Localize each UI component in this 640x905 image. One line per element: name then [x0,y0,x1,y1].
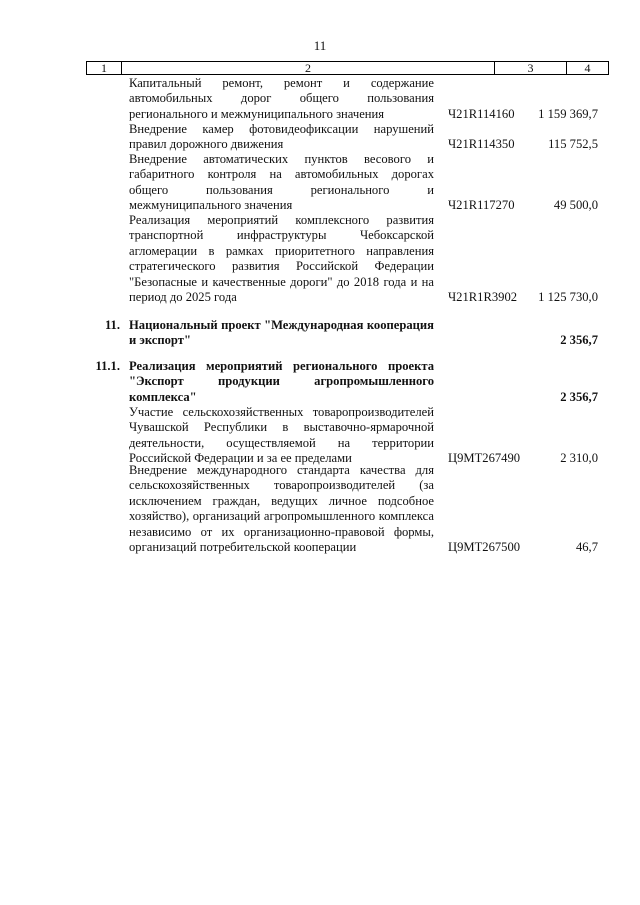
row-description: Внедрение международного стандарта качества для сельскохозяйственных товаропроизводителей (за исключением граждан, ведущих личное подсобное хозяйство), организаций агропромышленного комплекса независимо от их организационно-правовой формы, организаций потребительской кооперации [129,463,434,555]
row-description: Участие сельскохозяйственных товаропроизводителей Чувашской Республики в выставочно-ярмарочной деятельности, осуществляемой на территории Российской Федерации и за ее пределами [129,405,434,466]
header-col-3: 3 [495,62,567,74]
row-description: Внедрение автоматических пунктов весового и габаритного контроля на автомобильных дорогах общего пользования регионального и межмуниципального значения [129,152,434,213]
row-sum: 1 125 730,0 [538,290,598,304]
row-code: Ч21R114160 [448,107,515,121]
header-col-1: 1 [87,62,122,74]
row-sum: 1 159 369,7 [538,107,598,121]
row-code: Ц9МТ267500 [448,540,521,554]
row-sum: 49 500,0 [553,198,598,212]
row-code: Ч21R1R3902 [448,290,518,304]
header-col-2: 2 [122,62,495,74]
row-code: Ц9МТ267490 [448,451,521,465]
row-code: Ч21R114350 [448,137,515,151]
header-col-4: 4 [584,61,591,75]
table-header [86,61,609,75]
row-description: Национальный проект "Международная кооперация и экспорт" [129,318,434,348]
row-sum: 2 356,7 [560,333,598,347]
row-code: Ч21R117270 [448,198,515,212]
row-description: Внедрение камер фотовидеофиксации нарушений правил дорожного движения [129,122,434,152]
page-number: 11 [313,38,327,53]
row-sum: 115 752,5 [548,137,598,151]
row-description: Капитальный ремонт, ремонт и содержание автомобильных дорог общего пользования регионального и межмуниципального значения [129,76,434,121]
row-description: Реализация мероприятий регионального проекта "Экспорт продукции агропромышленного комплекса" [129,359,434,404]
row-sum: 2 356,7 [560,390,598,404]
row-number: 11.1. [95,359,120,373]
row-number: 11. [104,318,120,332]
row-sum: 2 310,0 [560,451,598,465]
row-description: Реализация мероприятий комплексного развития транспортной инфраструктуры Чебоксарской агломерации в рамках приоритетного направления стратегического развития Российской Федерации "Безопасные и качественные дороги" до 2018 года и на период до 2025 года [129,213,434,305]
row-sum: 46,7 [575,540,598,554]
